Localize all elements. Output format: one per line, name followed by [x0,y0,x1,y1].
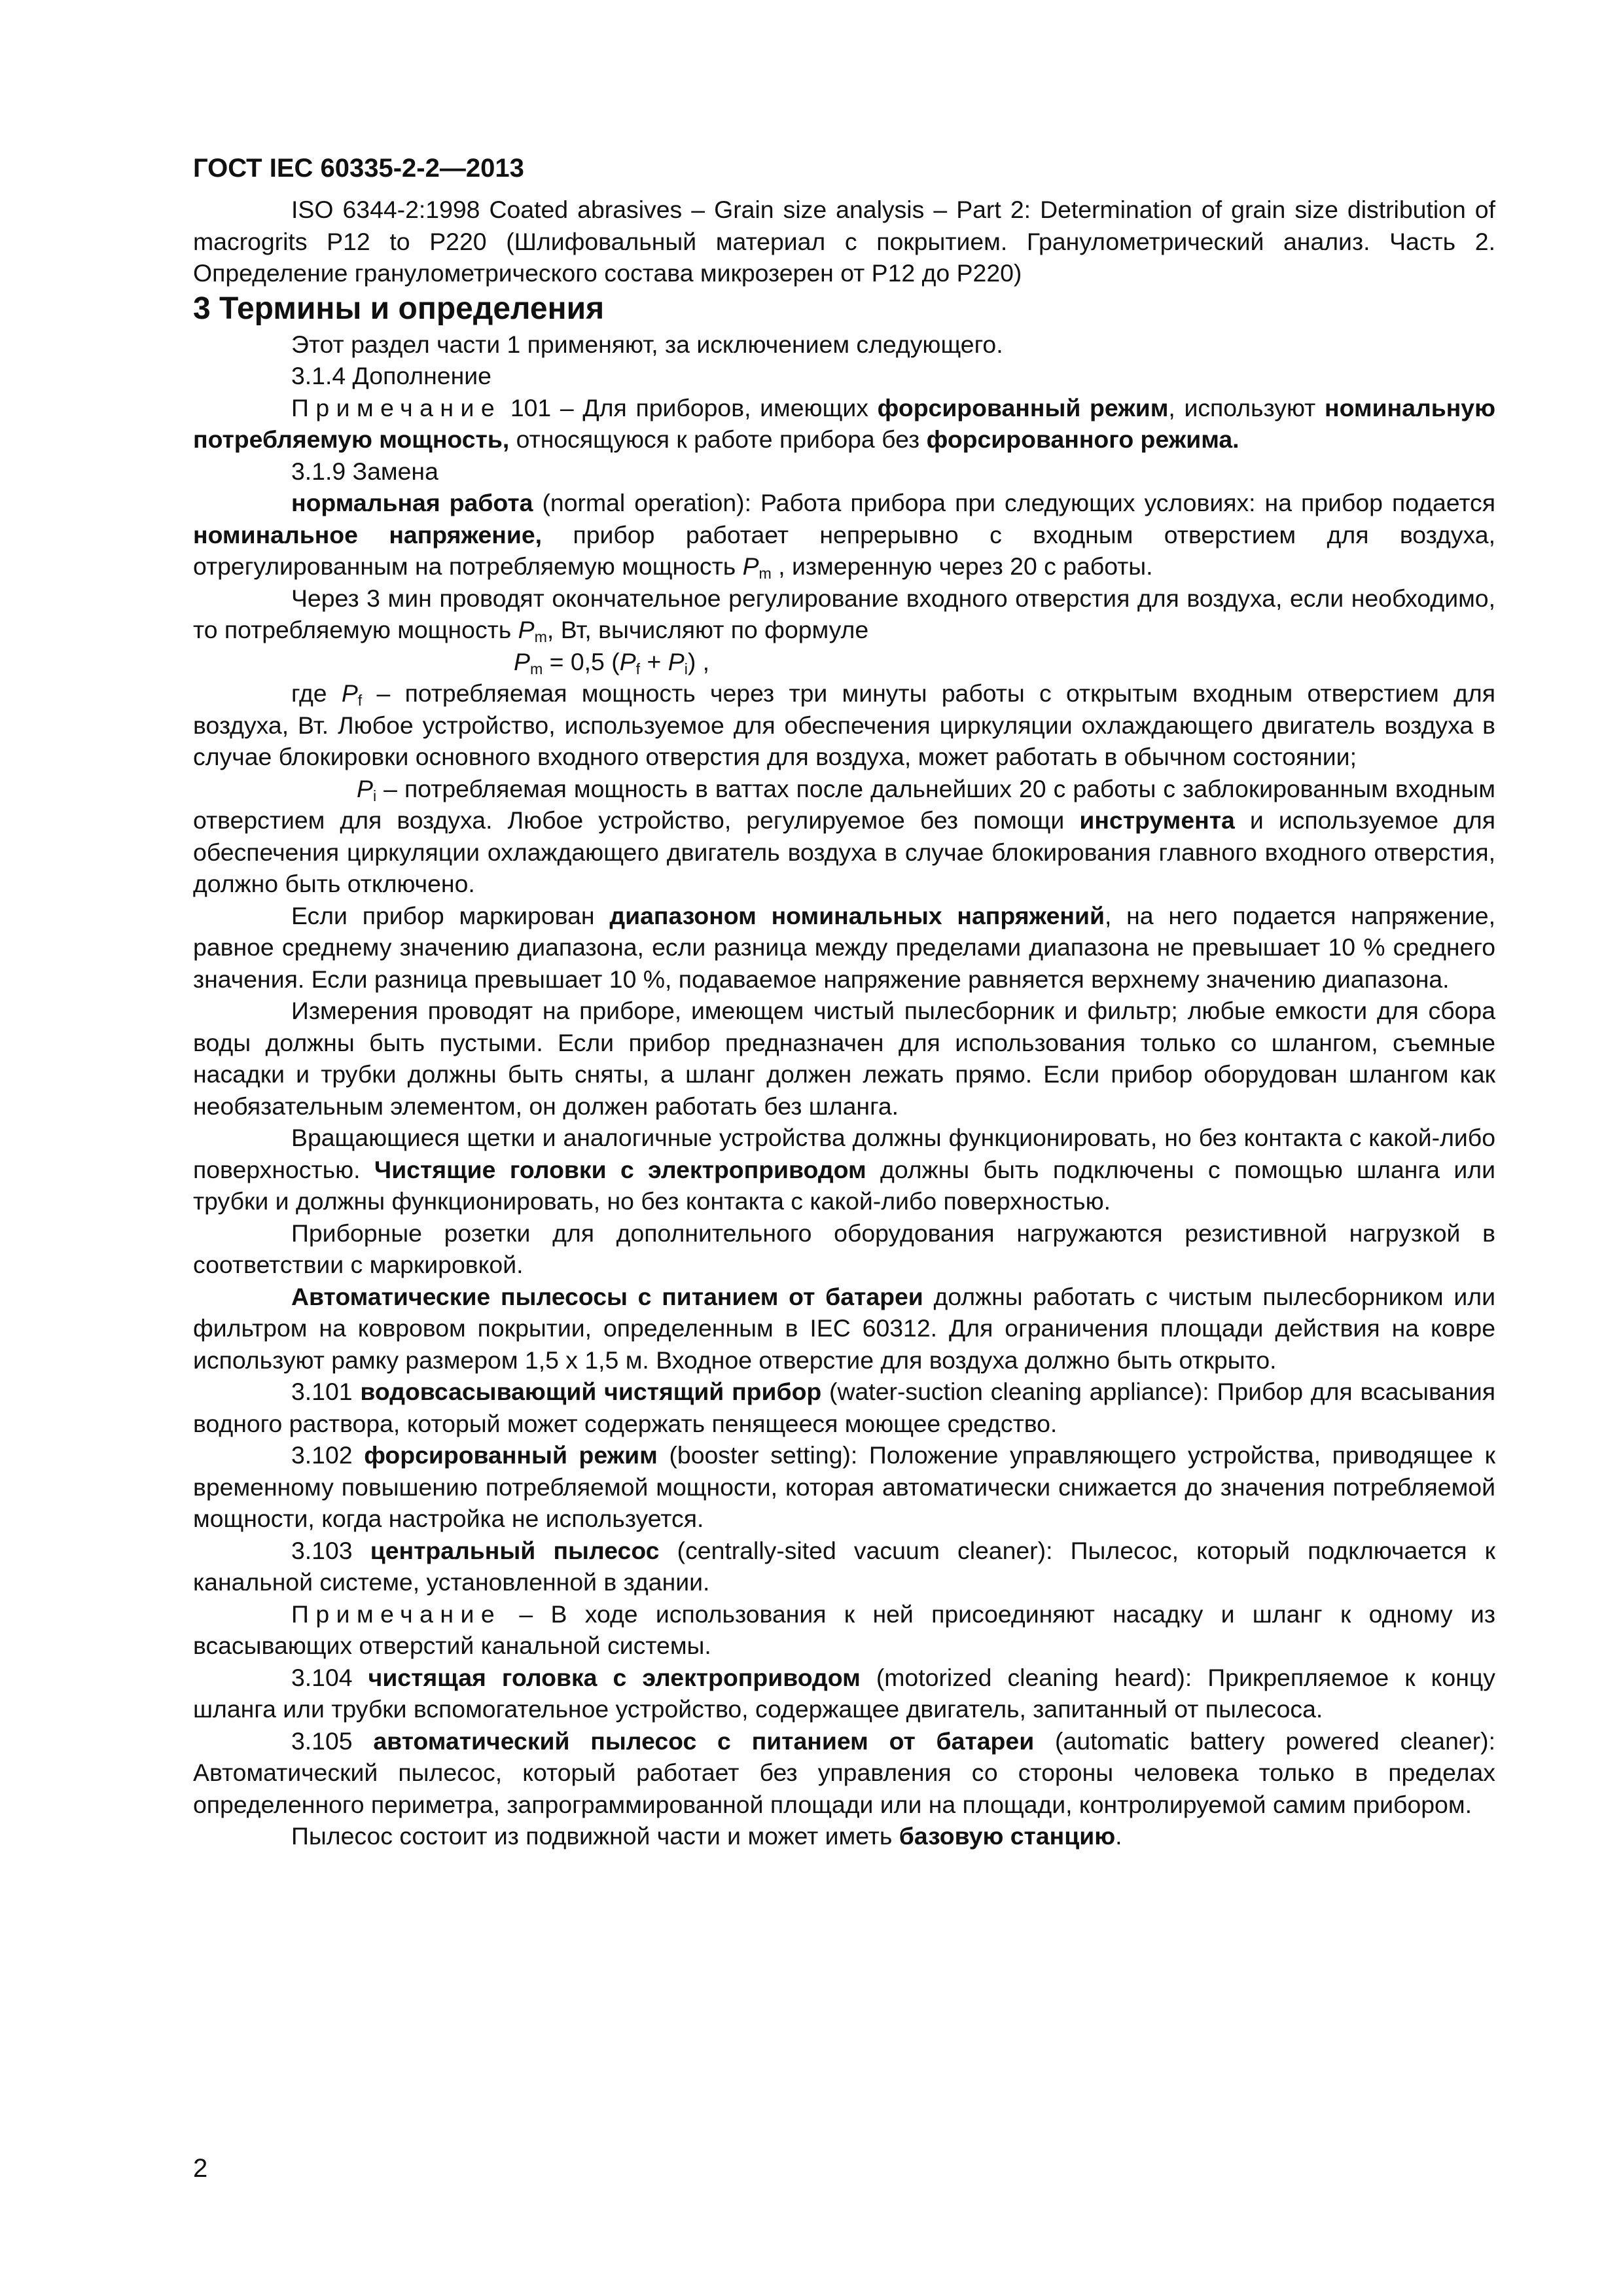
term-ref: Автоматические пылесосы с питанием от батареи [291,1282,923,1310]
where-pf: где $P_f$ – потребляемая мощность через три минуты работы с открытым входным отверстием для воздуха, Вт. Любое устройство, используемое для обеспечения циркуляции охлаждающего двигатель воздуха в случае блокировки основного входного отверстия для воздуха, может работать в обычном состоянии; [193,679,1495,770]
section-intro: Этот раздел части 1 применяют, за исключением следующего. [291,330,1003,358]
term-ref: номинальное напряжение, [193,520,543,548]
paragraph-voltage-range: Если прибор маркирован диапазоном номинальных напряжений, на него подается напряжение, равное среднему значению диапазона, если разница между пределами диапазона не превышает 10 % среднего значения. Если разница превышает 10 %, подаваемое напряжение равняется верхнему значению диапазона. [193,901,1495,993]
paragraph-sockets: Приборные розетки для дополнительного оборудования нагружаются резистивной нагрузкой в соответствии с маркировкой. [193,1219,1495,1278]
formula-pm: $P_m = 0,5$ $(P_f + P_i)$ , [514,647,710,677]
clause-3-1-9: 3.1.9 Замена [291,457,438,485]
page-number: 2 [193,2154,208,2183]
paragraph-automatic: Автоматические пылесосы с питанием от батареи должны работать с чистым пылесборником или фильтром на ковровом покрытии, определенным в IEC 60312. Для ограничения площади действия на ковре используют рамку размером 1,5 х 1,5 м. Входное отверстие для воздуха должно быть открыто. [193,1282,1495,1374]
term-ref: форсированного режима. [926,425,1240,453]
paragraph-brushes: Вращающиеся щетки и аналогичные устройства должны функционировать, но без контакта с какой-либо поверхностью. Чистящие головки с электроприводом должны быть подключены с помощью шланга или трубки и должны функционировать, но без контакта с какой-либо поверхностью. [193,1124,1495,1215]
section-title: 3 Термины и определения [193,291,605,326]
normal-operation-definition: нормальная работа (normal operation): Работа прибора при следующих условиях: на прибор подается номинальное напряжение, прибор работает непрерывно с входным отверстием для воздуха, отрегулированным на потребляемую мощность $P_m$ , измеренную через 20 с работы. [193,489,1495,582]
note-label: Примечание [291,1600,502,1628]
definition-3-101: 3.101 водовсасывающий чистящий прибор (water-suction cleaning appliance): Прибор для всасывания водного раствора, который может содержать пенящееся моющее средство. [193,1378,1495,1437]
term: центральный пылесос [370,1536,660,1564]
term: чистящая головка с электроприводом [368,1663,861,1691]
term-ref: диапазоном номинальных напряжений [609,901,1105,929]
ref-iso-6344-2: ISO 6344-2:1998 Coated abrasives – Grain size analysis – Part 2: Determination of grain size distribution of macrogrits P12 to P220 (Шлифовальный материал с покрытием. Гранулометрический анализ. Часть 2. Определение гранулометрического состава микрозерен от P12 до P220) [193,196,1495,287]
paragraph-measurements: Измерения проводят на приборе, имеющем чистый пылесборник и фильтр; любые емкости для сбора воды должны быть пустыми. Если прибор предназначен для использования только со шлангом, съемные насадки и трубки должны быть сняты, а шланг должен лежать прямо. Если прибор оборудован шлангом как необязательным элементом, он должен работать без шланга. [193,997,1495,1120]
note-label: Примечание [291,393,502,422]
term-ref: форсированный режим [877,393,1169,422]
term: форсированный режим [364,1441,658,1469]
definition-3-104: 3.104 чистящая головка с электроприводом (motorized cleaning heard): Прикрепляемое к концу шланга или трубки вспомогательное устройство, содержащее двигатель, запитанный от пылесоса. [193,1663,1495,1723]
definition-3-102: 3.102 форсированный режим (booster setting): Положение управляющего устройства, приводящее к временному повышению потребляемой мощности, которая автоматически снижается до значения потребляемой мощности, когда настройка не используется. [193,1441,1495,1532]
paragraph-base-station: Пылесос состоит из подвижной части и может иметь базовую станцию. [291,1822,1122,1850]
document-body [193,194,1495,1852]
term-ref: Чистящие головки с электроприводом [374,1155,866,1183]
term: водовсасывающий чистящий прибор [360,1378,822,1405]
where-pi: $P_i$ – потребляемая мощность в ваттах после дальнейших 20 с работы с заблокированным входным отверстием для воздуха. Любое устройство, регулируемое без помощи инструмента и используемое для обеспечения циркуляции охлаждающего двигатель воздуха в случае блокирования главного входного отверстия, должно быть отключено. [193,774,1495,897]
clause-3-1-4: 3.1.4 Дополнение [291,362,491,389]
paragraph-3-min: Через 3 мин проводят окончательное регулирование входного отверстия для воздуха, если необходимо, то потребляемую мощность $P_m$, Вт, вычисляют по формуле [193,584,1495,645]
term: нормальная работа [291,489,533,516]
note-3-103: Примечание – В ходе использования к ней присоединяют насадку и шланг к одному из всасывающих отверстий канальной системы. [193,1600,1495,1659]
term: автоматический пылесос с питанием от батареи [373,1727,1035,1755]
term-ref: номинальную потребляемую мощность, [193,393,1496,453]
term-ref: инструмента [1079,806,1235,834]
term-ref: базовую станцию [899,1822,1116,1850]
document-header: ГОСТ IEC 60335-2-2—2013 [193,154,524,183]
definition-3-105: 3.105 автоматический пылесос с питанием от батареи (automatic battery powered cleaner): Автоматический пылесос, который работает без управления со стороны человека только в пределах определенного периметра, запрограммированной площади или на площади, контролируемой самим прибором. [193,1727,1495,1818]
definition-3-103: 3.103 центральный пылесос (centrally-sited vacuum cleaner): Пылесос, который подключается к канальной системе, установленной в здании. [193,1536,1495,1596]
note-101: Примечание 101 – Для приборов, имеющих форсированный режим, используют номинальную потребляемую мощность, относящуюся к работе прибора без форсированного режима. [193,393,1496,453]
